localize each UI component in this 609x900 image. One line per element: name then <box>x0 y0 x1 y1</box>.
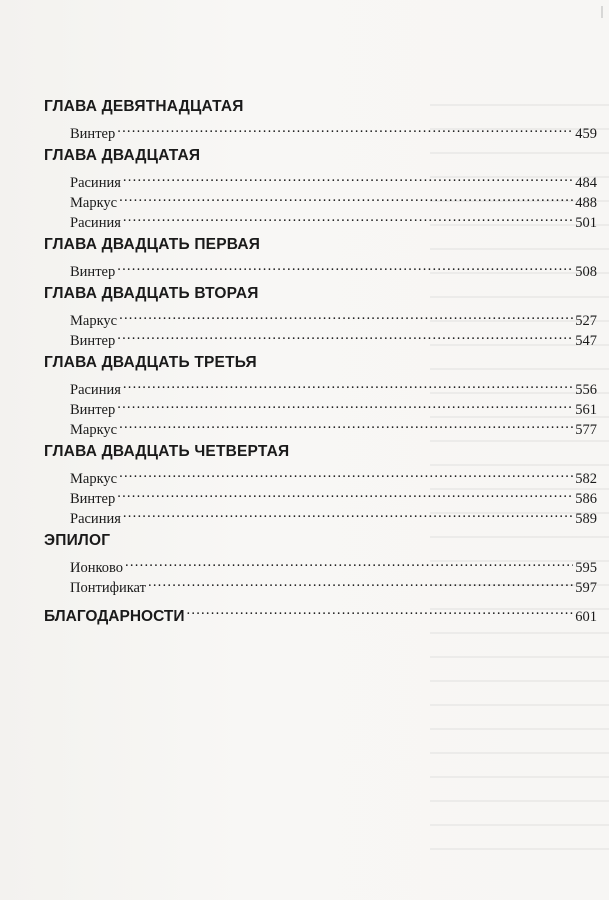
entry-page: 595 <box>575 560 597 576</box>
dot-leader <box>119 414 573 434</box>
toc-entry <box>44 325 597 349</box>
entry-label: Расиния <box>70 382 121 398</box>
dot-leader <box>117 483 573 503</box>
chapter-title: ГЛАВА ДВАДЦАТЬ ВТОРАЯ <box>44 285 259 302</box>
entry-page: 484 <box>575 175 597 191</box>
chapter-title: ГЛАВА ДЕВЯТНАДЦАТАЯ <box>44 98 244 115</box>
entry-label: Винтер <box>70 402 116 418</box>
dot-leader <box>123 374 573 394</box>
toc-entry <box>44 503 597 527</box>
epilogue <box>44 530 597 596</box>
entry-label: Расиния <box>70 511 121 527</box>
dot-leader <box>123 167 573 187</box>
toc-entry <box>44 207 597 231</box>
toc-entry <box>44 118 597 142</box>
entry-page: 488 <box>575 195 597 211</box>
table-of-contents <box>44 96 597 628</box>
toc-entry <box>44 256 597 280</box>
entry-label: Винтер <box>70 333 116 349</box>
dot-leader <box>123 207 573 227</box>
page-edge-mark <box>601 6 603 18</box>
toc-entry <box>44 374 597 398</box>
chapter-24 <box>44 441 597 527</box>
toc-entry <box>44 552 597 576</box>
dot-leader <box>117 394 573 414</box>
dot-leader <box>119 305 573 325</box>
entry-label: Маркус <box>70 195 118 211</box>
chapter-21 <box>44 234 597 280</box>
dot-leader <box>123 503 573 523</box>
toc-entry <box>44 187 597 211</box>
chapter-title: ГЛАВА ДВАДЦАТЬ ЧЕТВЕРТАЯ <box>44 443 290 460</box>
toc-entry <box>44 572 597 596</box>
toc-entry <box>44 394 597 418</box>
dot-leader <box>148 572 573 592</box>
entry-page: 459 <box>575 126 597 142</box>
toc-entry <box>44 305 597 329</box>
entry-label: Понтификат <box>70 580 146 596</box>
entry-label: Винтер <box>70 126 116 142</box>
entry-page: 589 <box>575 511 597 527</box>
chapter-22 <box>44 283 597 349</box>
dot-leader <box>117 325 573 345</box>
dot-leader <box>117 256 573 276</box>
entry-label: Расиния <box>70 175 121 191</box>
entry-label: Винтер <box>70 264 116 280</box>
acknowledgements <box>44 599 597 625</box>
entry-page: 561 <box>575 402 597 418</box>
entry-label: Маркус <box>70 422 118 438</box>
acknowledgements-line <box>44 599 597 625</box>
entry-page: 586 <box>575 491 597 507</box>
entry-label: Маркус <box>70 471 118 487</box>
entry-label: Винтер <box>70 491 116 507</box>
dot-leader <box>187 599 574 621</box>
toc-entry <box>44 167 597 191</box>
dot-leader <box>125 552 573 572</box>
toc-entry <box>44 463 597 487</box>
chapter-19 <box>44 96 597 142</box>
entry-page: 601 <box>575 609 597 625</box>
entry-label: Ионково <box>70 560 124 576</box>
entry-label: Расиния <box>70 215 121 231</box>
toc-entry <box>44 483 597 507</box>
toc-entry <box>44 414 597 438</box>
chapter-title: БЛАГОДАРНОСТИ <box>44 608 185 625</box>
entry-page: 527 <box>575 313 597 329</box>
chapter-title: ГЛАВА ДВАДЦАТАЯ <box>44 147 201 164</box>
entry-page: 597 <box>575 580 597 596</box>
chapter-title: ГЛАВА ДВАДЦАТЬ ТРЕТЬЯ <box>44 354 257 371</box>
dot-leader <box>117 118 573 138</box>
entry-page: 556 <box>575 382 597 398</box>
entry-page: 501 <box>575 215 597 231</box>
entry-page: 508 <box>575 264 597 280</box>
chapter-title: ГЛАВА ДВАДЦАТЬ ПЕРВАЯ <box>44 236 261 253</box>
entry-label: Маркус <box>70 313 118 329</box>
entry-page: 547 <box>575 333 597 349</box>
chapter-20 <box>44 145 597 231</box>
dot-leader <box>119 187 573 207</box>
dot-leader <box>119 463 573 483</box>
entry-page: 582 <box>575 471 597 487</box>
entry-page: 577 <box>575 422 597 438</box>
chapter-title: ЭПИЛОГ <box>44 532 111 549</box>
chapter-23 <box>44 352 597 438</box>
